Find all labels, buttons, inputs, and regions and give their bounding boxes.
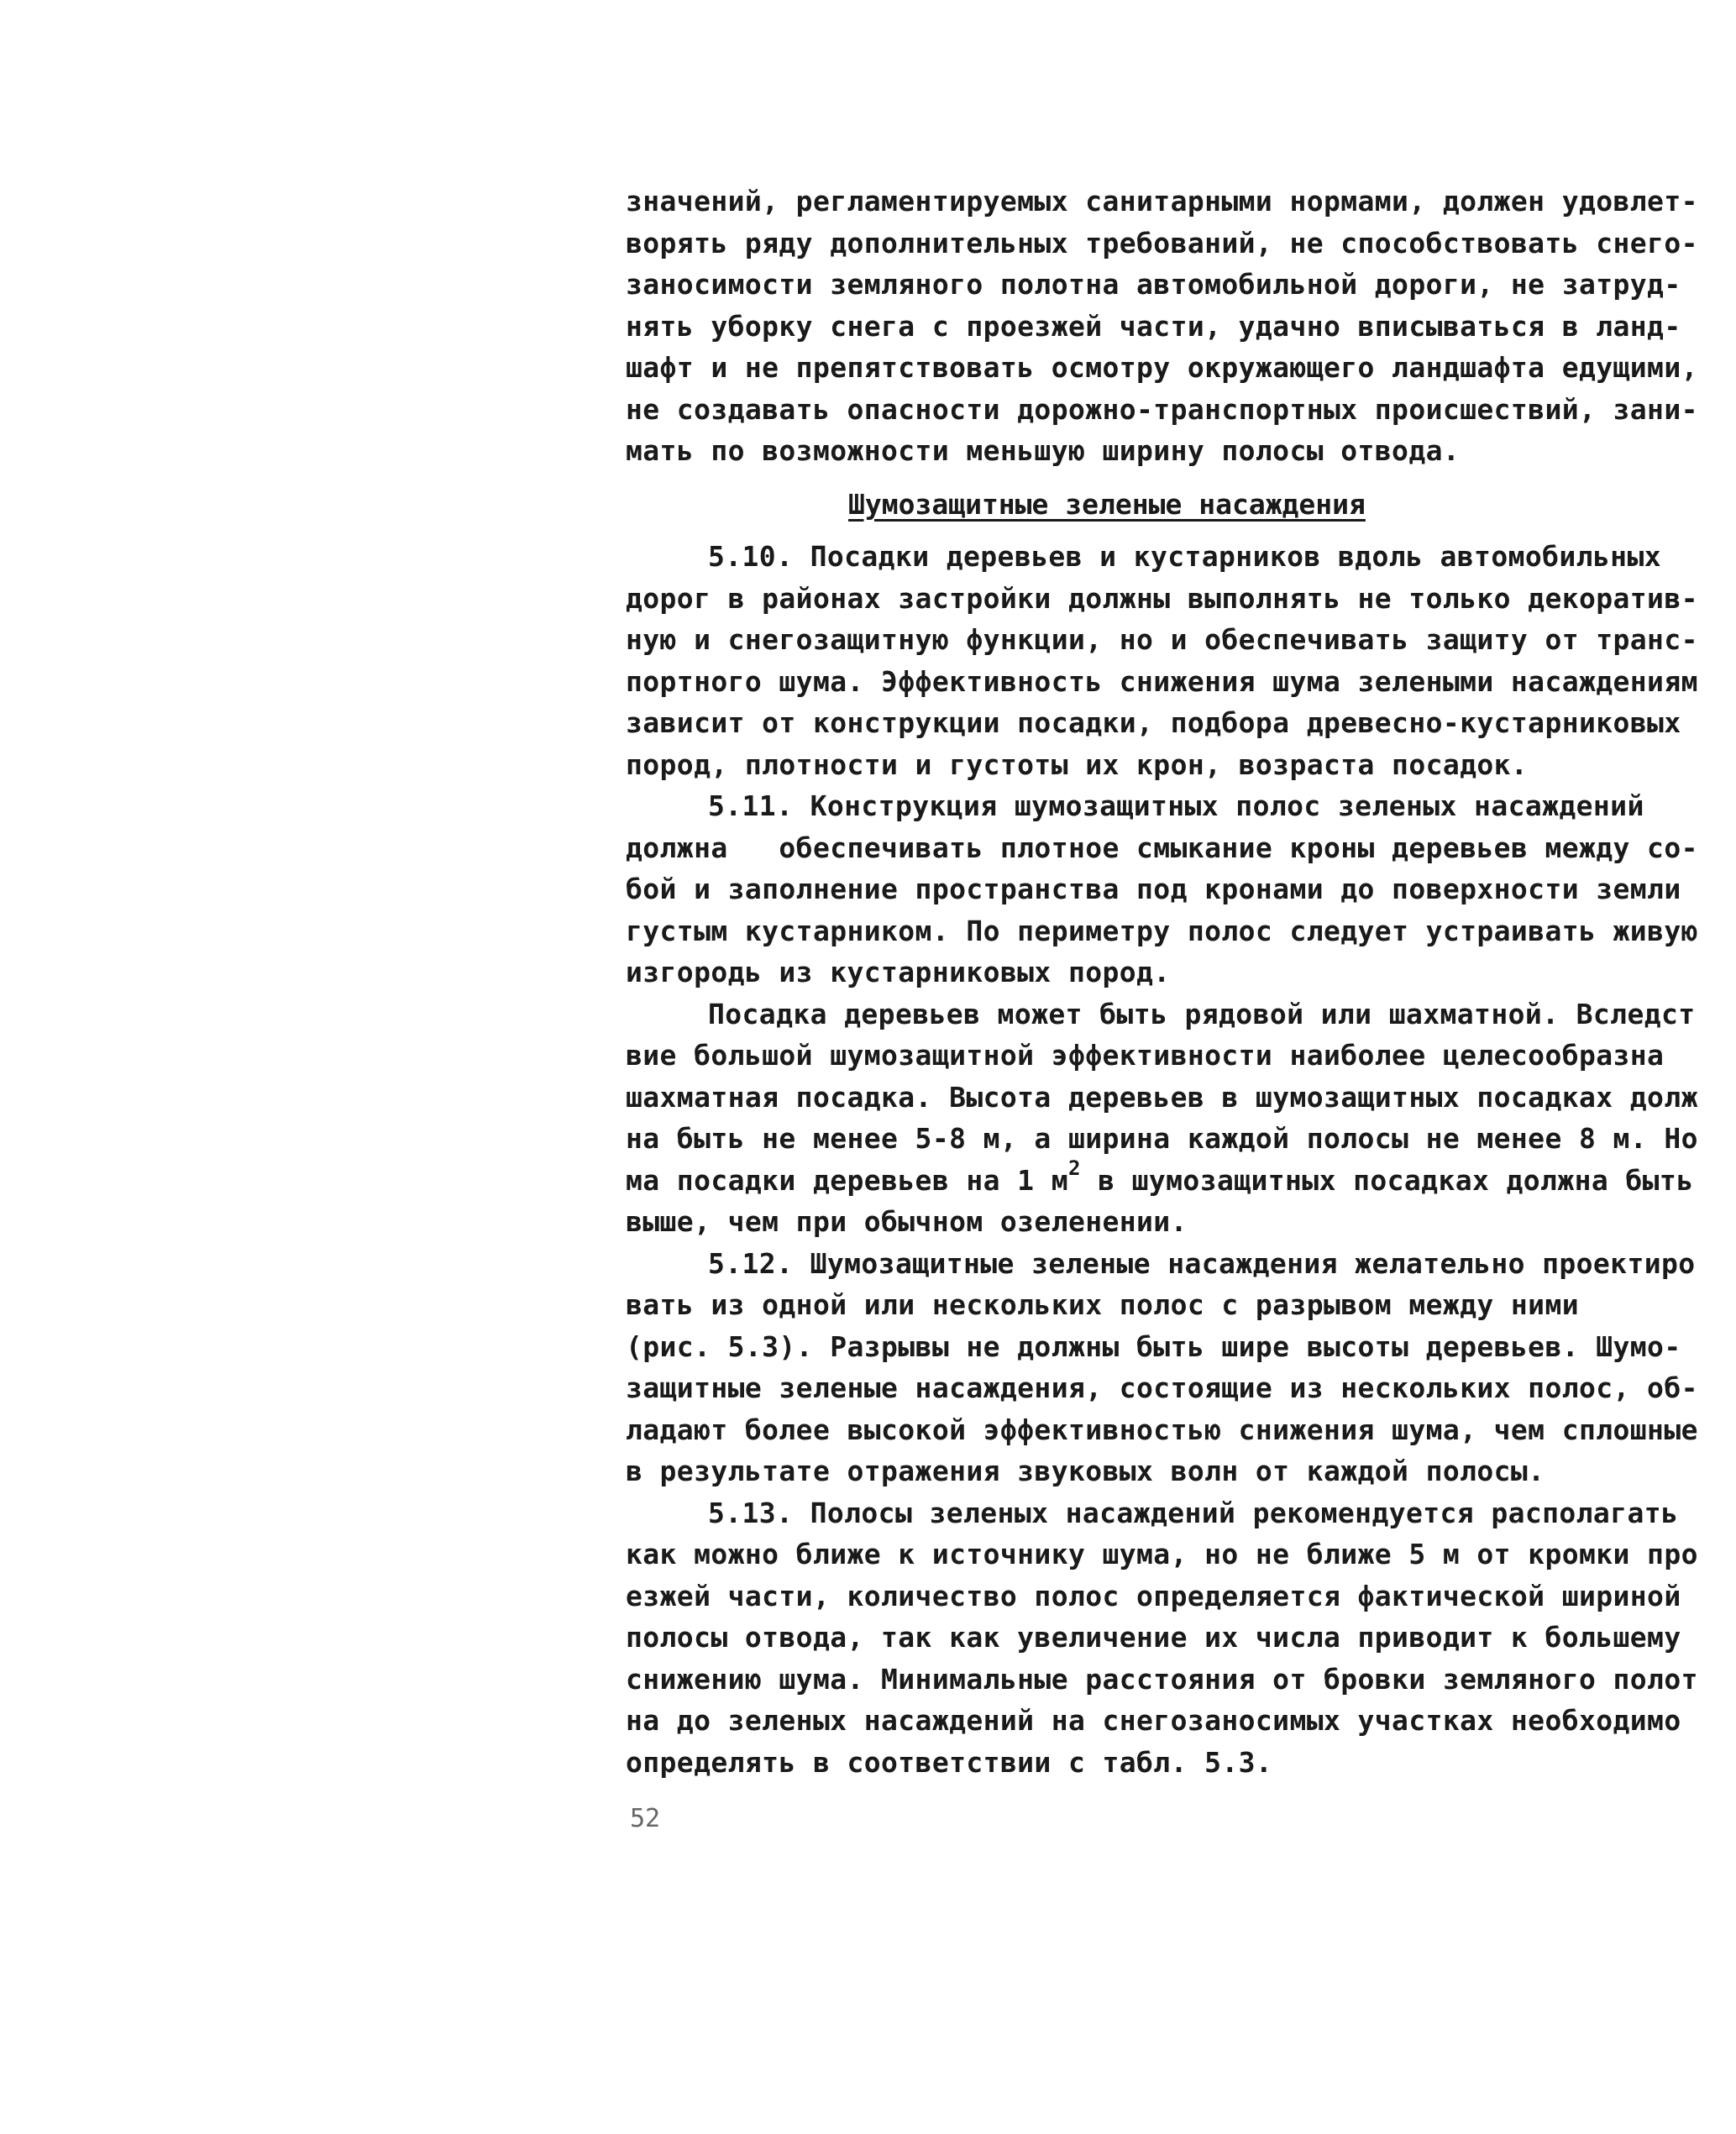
paragraph-5-13-line: 5.13. Полосы зеленых насаждений рекомендуется располагать — [708, 1496, 1679, 1529]
text-segment: в шумозащитных посадках должна быть — [1080, 1163, 1694, 1197]
superscript: 2 — [1067, 1156, 1081, 1180]
page-number: 52 — [630, 1804, 661, 1833]
text-line: портного шума. Эффективность снижения шума зелеными насаждениям — [626, 664, 1698, 698]
paragraph-5-11-line: 5.11. Конструкция шумозащитных полос зеленых насаждений — [708, 789, 1644, 822]
text-line: снижению шума. Минимальные расстояния от бровки земляного полот — [626, 1662, 1698, 1696]
text-line: значений, регламентируемых санитарными нормами, должен удовлет- — [626, 185, 1698, 218]
text-line: как можно ближе к источнику шума, но не ближе 5 м от кромки про — [626, 1538, 1698, 1570]
text-line: защитные зеленые насаждения, состоящие из нескольких полос, об- — [626, 1371, 1698, 1404]
text-line: пород, плотности и густоты их крон, возраста посадок. — [626, 747, 1529, 781]
text-line: густым кустарником. По периметру полос следует устраивать живую — [626, 914, 1698, 947]
text-line: вать из одной или нескольких полос с разрывом между ними — [626, 1288, 1579, 1321]
text-line: езжей части, количество полос определяется фактической шириной — [626, 1579, 1681, 1612]
text-line: не создавать опасности дорожно-транспортных происшествий, зани- — [626, 392, 1698, 426]
text-line: ную и снегозащитную функции, но и обеспечивать защиту от транс- — [626, 623, 1698, 656]
text-line: заносимости земляного полотна автомобильной дороги, не затруд- — [626, 268, 1681, 301]
text-line: бой и заполнение пространства под кронами до поверхности земли — [626, 873, 1681, 905]
paragraphs-main — [626, 536, 1705, 1783]
text-line: шахматная посадка. Высота деревьев в шумозащитных посадках долж — [626, 1080, 1698, 1114]
text-line: мать по возможности меньшую ширину полосы отвода. — [626, 434, 1461, 467]
text-line: шафт и не препятствовать осмотру окружающего ландшафта едущими, — [626, 351, 1698, 384]
text-line: должна обеспечивать плотное смыкание кроны деревьев между со- — [626, 831, 1698, 864]
text-line: на до зеленых насаждений на снегозаносимых участках необходимо — [626, 1704, 1681, 1737]
text-line: выше, чем при обычном озеленении. — [626, 1205, 1188, 1238]
text-line: зависит от конструкции посадки, подбора древесно-кустарниковых — [626, 706, 1681, 739]
text-line: на быть не менее 5-8 м, а ширина каждой полосы не менее 8 м. Но — [626, 1122, 1698, 1155]
paragraph-5-12-line: 5.12. Шумозащитные зеленые насаждения желательно проектиро — [708, 1246, 1696, 1280]
text-line: изгородь из кустарниковых пород. — [626, 956, 1171, 988]
section-heading: Шумозащитные зеленые насаждения — [848, 488, 1366, 521]
text-line: ладают более высокой эффективностью снижения шума, чем сплошные — [626, 1413, 1698, 1446]
text-line-with-superscript — [626, 1156, 1705, 1202]
text-line: в результате отражения звуковых волн от каждой полосы. — [626, 1455, 1545, 1487]
paragraph-planting-line: Посадка деревьев может быть рядовой или шахматной. Вследст — [708, 997, 1696, 1030]
text-segment: ма посадки деревьев на 1 м — [626, 1163, 1068, 1197]
paragraph-intro — [626, 181, 1705, 472]
text-line: определять в соответствии с табл. 5.3. — [626, 1745, 1273, 1779]
text-line: полосы отвода, так как увеличение их числа приводит к большему — [626, 1621, 1681, 1654]
text-line: ворять ряду дополнительных требований, не способствовать снего- — [626, 226, 1698, 260]
text-line: вие большой шумозащитной эффективности наиболее целесообразна — [626, 1039, 1665, 1072]
paragraph-5-10-line: 5.10. Посадки деревьев и кустарников вдоль автомобильных — [708, 540, 1661, 573]
text-line: нять уборку снега с проезжей части, удачно вписываться в ланд- — [626, 309, 1681, 343]
text-line: (рис. 5.3). Разрывы не должны быть шире высоты деревьев. Шумо- — [626, 1329, 1681, 1363]
text-line: дорог в районах застройки должны выполнять не только декоратив- — [626, 581, 1698, 615]
